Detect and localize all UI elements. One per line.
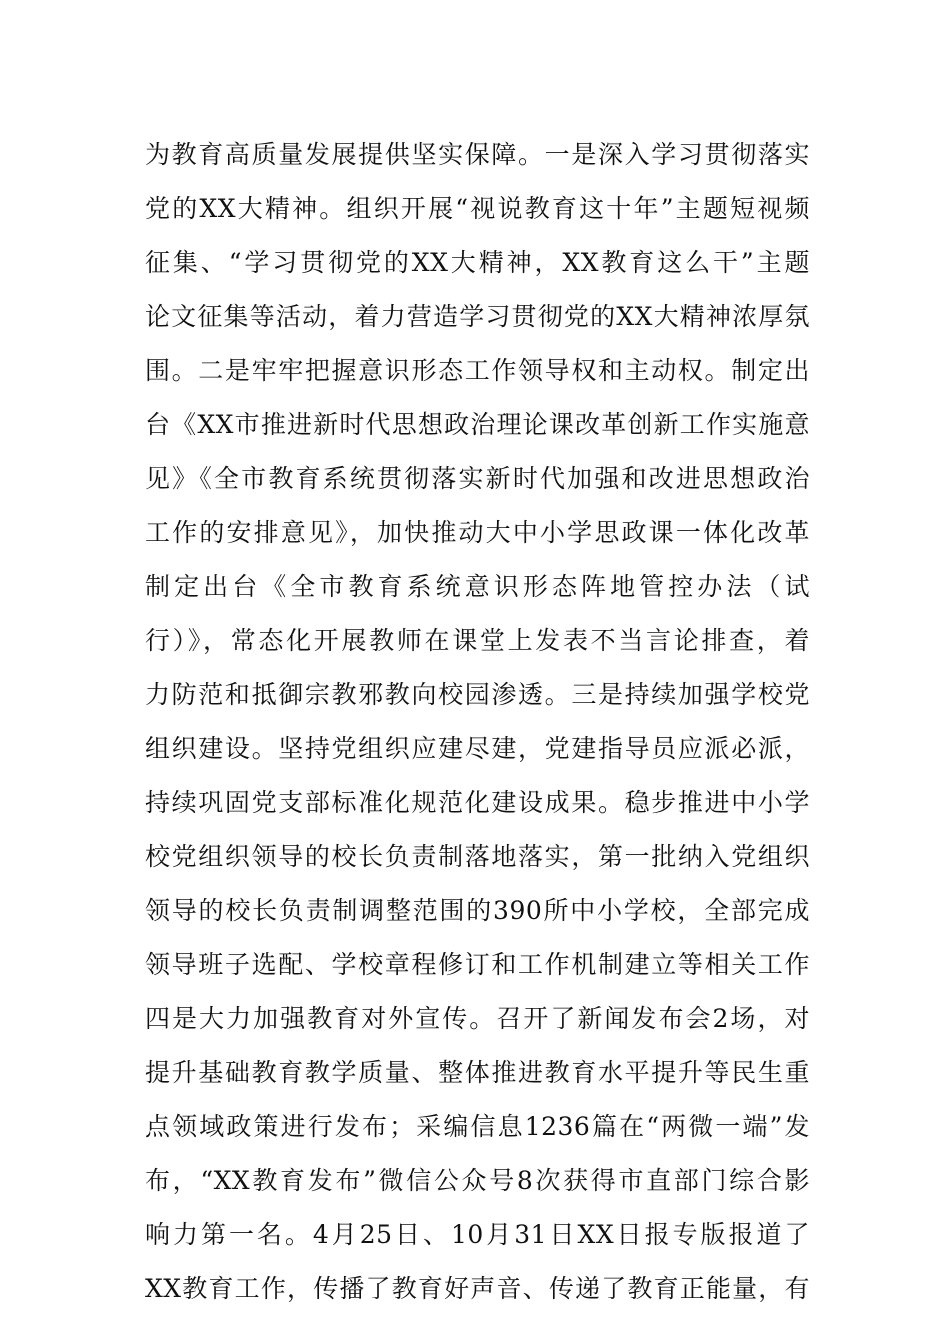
body-paragraph [145,128,810,1316]
text-line: 提升基础教育教学质量、整体推进教育水平提升等民生重 [145,1058,810,1087]
text-line: 布，“XX教育发布”微信公众号8次获得市直部门综合影 [145,1166,810,1195]
text-line: 党的XX大精神。组织开展“视说教育这十年”主题短视频 [145,194,810,223]
text-line: 为教育高质量发展提供坚实保障。一是深入学习贯彻落实 [145,140,810,169]
text-line: 组织建设。坚持党组织应建尽建，党建指导员应派必派， [145,734,810,763]
text-line: 响力第一名。4月25日、10月31日XX日报专版报道了 [145,1220,810,1249]
text-line: XX教育工作，传播了教育好声音、传递了教育正能量，有 [145,1274,810,1303]
text-line: 围。二是牢牢把握意识形态工作领导权和主动权。制定出 [145,356,810,385]
text-line: 校党组织领导的校长负责制落地落实，第一批纳入党组织 [145,842,810,871]
text-line: 点领域政策进行发布；采编信息1236篇在“两微一端”发 [145,1112,810,1141]
text-line: 持续巩固党支部标准化规范化建设成果。稳步推进中小学 [145,788,810,817]
text-line: 力防范和抵御宗教邪教向校园渗透。三是持续加强学校党 [145,680,810,709]
text-line: 论文征集等活动，着力营造学习贯彻党的XX大精神浓厚氛 [145,302,810,331]
text-line: 制定出台《全市教育系统意识形态阵地管控办法（试 [145,572,810,601]
text-line: 领导的校长负责制调整范围的390所中小学校，全部完成 [145,896,810,925]
text-line: 四是大力加强教育对外宣传。召开了新闻发布会2场，对 [145,1004,810,1033]
text-line: 见》《全市教育系统贯彻落实新时代加强和改进思想政治 [145,464,810,493]
text-line: 领导班子选配、学校章程修订和工作机制建立等相关工作 [145,950,810,979]
text-line: 行）》，常态化开展教师在课堂上发表不当言论排查，着 [145,626,810,655]
text-line: 工作的安排意见》，加快推动大中小学思政课一体化改革 [145,518,810,547]
text-line: 征集、“学习贯彻党的XX大精神，XX教育这么干”主题 [145,248,810,277]
text-line: 台《XX市推进新时代思想政治理论课改革创新工作实施意 [145,410,810,439]
